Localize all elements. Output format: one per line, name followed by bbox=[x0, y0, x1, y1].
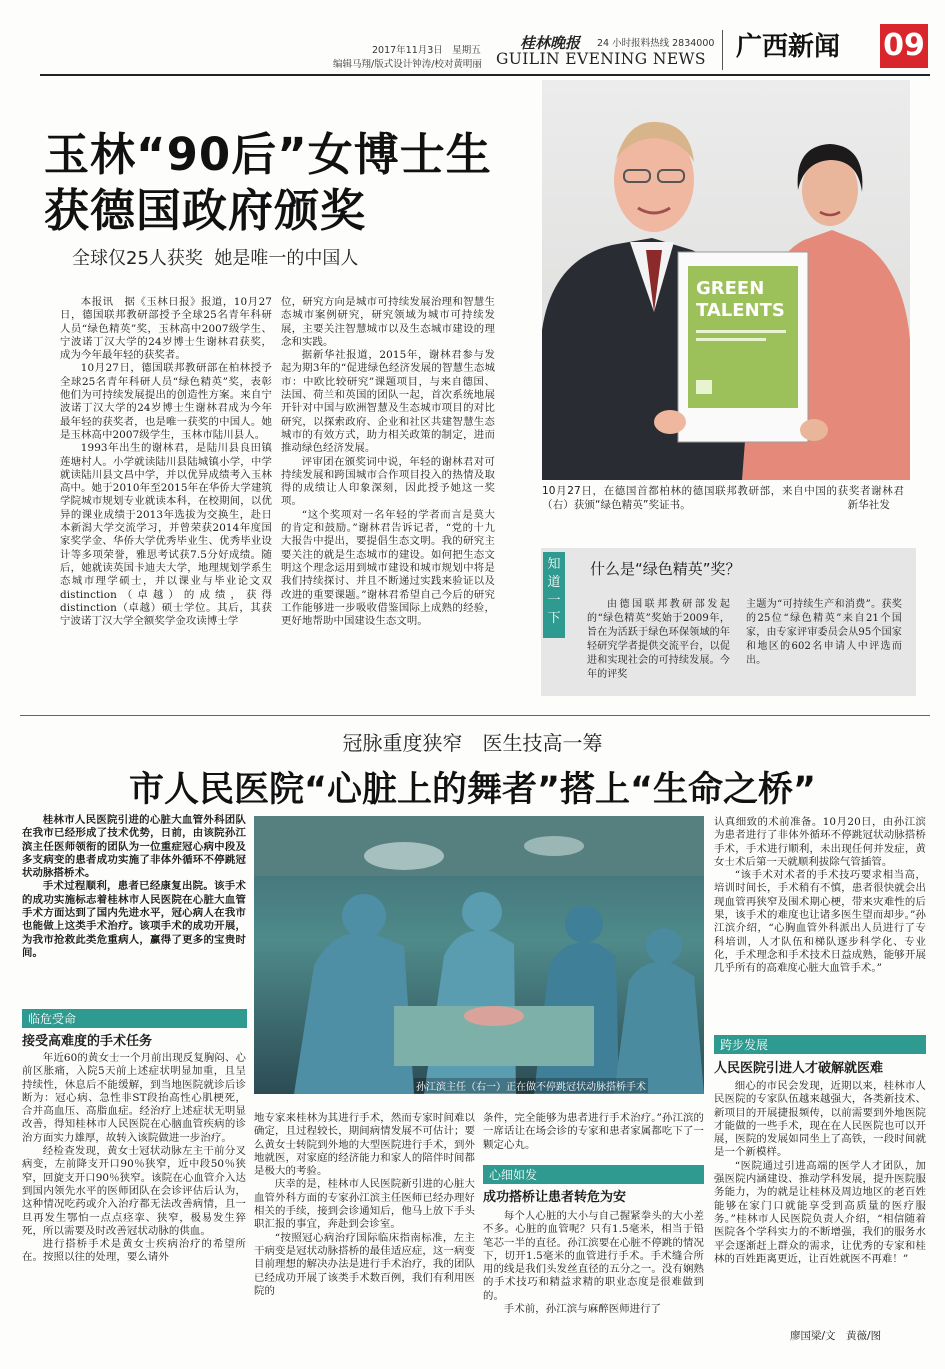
story1-paragraph: 本报讯 据《玉林日报》报道，10月27日，德国联邦教研部授予全球25名青年科研人员“绿色精英”奖，玉林高中2007级学生、宁波诺丁汉大学的24岁博士生谢林君获奖，成为今年最年轻的获奖者。 bbox=[60, 296, 272, 362]
paper-logo: 桂林晚报 bbox=[520, 34, 581, 52]
story2-headline: 市人民医院“心脏上的舞者”搭上“生命之桥” bbox=[128, 770, 816, 810]
page-number: 09 bbox=[880, 24, 928, 68]
story1-paragraph: 10月27日，德国联邦教研部在柏林授予全球25名青年科研人员“绿色精英”奖，表彰他们为可持续发展提出的创造性方案。来自宁波诺丁汉大学的24岁博士生谢林君成为今年最年轻的获奖者，也是唯一获奖的中国人。她是玉林高中2007级学生，玉林市陆川县人。 bbox=[60, 362, 272, 441]
story1-headline-line2: 获德国政府颁奖 bbox=[44, 184, 367, 237]
story1-paragraph: 1993年出生的谢林君，是陆川县良田镇莲塘村人。小学就读陆川县陆城镇小学，中学就读陆川县文昌中学，并以优异成绩考入玉林高中。她于2010年至2015年在华侨大学建筑学院城市规划专业就读本科，在校期间，以优异的课业成绩于2013年选拔为交换生，赴日本新潟大学交流学习，并曾荣获2014年度国家奖学金、华侨大学优秀毕业生、优秀毕业设计等多项荣誉，雅思考试获7.5分好成绩。随后，她就读英国卡迪夫大学，地理规划学系生态城市理学硕士，并以课业与毕业论文双distinction（卓越）的成绩，获得distinction（卓越）硕士学位。其后，其获宁波诺丁汉大学全额奖学金攻读博士学 bbox=[60, 442, 272, 628]
knowledge-box-paragraph: 主题为“可持续生产和消费”。获奖的25位“绿色精英”来自21个国家，由专家评审委员会从95个国家和地区的602名申请人中评选而出。 bbox=[746, 599, 902, 666]
story2-kicker: 冠脉重度狭窄 医生技高一筹 bbox=[342, 731, 603, 755]
section-1-column-2 bbox=[254, 1112, 475, 1298]
section-3-paragraph: “医院通过引进高端的医学人才团队，加强医院内涵建设、推动学科发展，提升医院服务能力，为的就是让桂林及周边地区的老百姓能够在家门口就能享受到高质量的医疗服务。”桂林市人民医院负责人介绍，“相信随着医院各个学科实力的不断增强，我们的服务水平会逐渐赶上群众的需求，让优秀的专家和桂林的百姓距离更近，让百姓就医不再难！” bbox=[714, 1159, 926, 1265]
knowledge-box-title: 什么是“绿色精英”奖？ bbox=[590, 560, 741, 578]
section-1-column-1 bbox=[22, 1052, 246, 1265]
section-2-paragraph: 手术前，孙江滨与麻醉医师进行了 bbox=[503, 1303, 662, 1316]
surgery-photo bbox=[254, 816, 704, 1094]
header-rule bbox=[40, 74, 930, 76]
section-name: 广西新闻 bbox=[736, 32, 841, 62]
surgery-photo-caption: 孙江滨主任（右一）正在做不停跳冠状动脉搭桥手术 bbox=[414, 1078, 648, 1093]
section-1-title: 接受高难度的手术任务 bbox=[22, 1034, 153, 1049]
section-1-paragraph: 年近60的黄女士一个月前出现反复胸闷、心前区胀痛，入院5天前上述症状明显加重，且呈持续性，休息后不能缓解，到当地医院就诊后诊断为：冠心病、急性非ST段抬高性心肌梗死，合并高血压、高脂血症。经治疗上述症状无明显改善，得知桂林市人民医院在心脑血管疾病的诊治方面实力雄厚，故转入该院做进一步治疗。 bbox=[22, 1052, 246, 1144]
story1-subtitle: 全球仅25人获奖 她是唯一的中国人 bbox=[72, 248, 359, 269]
story1-paragraph: 评审团在颁奖词中说，年轻的谢林君对可持续发展和跨国城市合作项目投入的热情及取得的成绩让人印象深刻，因此授予她这一奖项。 bbox=[281, 455, 495, 508]
issue-date: 2017年11月3日 星期五 bbox=[372, 45, 481, 56]
award-photo-caption bbox=[542, 484, 904, 512]
section-2-body bbox=[483, 1210, 704, 1316]
section-tag-1-label: 临危受命 bbox=[22, 1009, 247, 1028]
story1-paragraph: 位，研究方向是城市可持续发展治理和智慧生态城市案例研究，研究领域为城市可持续发展，主要关注智慧城市以及生态城市建设的理念和实践。 bbox=[281, 296, 495, 348]
story2-lead bbox=[22, 814, 246, 960]
section-tag-1 bbox=[22, 1008, 247, 1028]
section-3-body bbox=[714, 1080, 926, 1266]
editor-credits: 编辑马翔/版式设计钟涛/校对黄明丽 bbox=[333, 59, 482, 70]
story2-lead-paragraph: 桂林市人民医院引进的心脏大血管外科团队在我市已经形成了技术优势，日前，由该院孙江滨主任医师领衔的团队为一位重症冠心病中段及多支病变的患者成功实施了非体外循环不停跳冠状动脉搭桥术。 bbox=[22, 814, 246, 880]
paper-english-name: GUILIN EVENING NEWS bbox=[496, 50, 706, 68]
award-photo-caption-text: 10月27日，在德国首都柏林的德国联邦教研部，来自中国的获奖者谢林君（右）获颁“绿色精英”奖证书。 bbox=[542, 485, 904, 511]
story2-right-column bbox=[714, 816, 926, 976]
knowledge-box-label: 知道一下 bbox=[543, 552, 565, 638]
story1-column-2 bbox=[281, 296, 495, 628]
section-tag-2-label: 心细如发 bbox=[483, 1165, 704, 1184]
story2-right-paragraph: 认真细致的术前准备。10月20日，由孙江滨为患者进行了非体外循环不停跳冠状动脉搭桥手术，手术进行顺利，未出现任何并发症，黄女士术后第一天就顺利拔除气管插管。 bbox=[714, 816, 926, 868]
award-photo-illustration bbox=[542, 80, 910, 480]
knowledge-box-paragraph: 由德国联邦教研部发起的“绿色精英”奖始于2009年，旨在为活跃于绿色环保领域的年轻研究学者提供交流平台，以促进和实现社会的可持续发展。今年的评奖 bbox=[587, 599, 730, 680]
story1-paragraph: “这个奖项对一名年轻的学者而言是莫大的肯定和鼓励。”谢林君告诉记者，“党的十九大报告中提出，要提倡生态文明。我的研究主要关注的就是生态城市的建设。如何把生态文明这个理念运用到城市建设和城市规划中将是我们持续探讨、并且不断递过实践来验证以及改进的重要课题。”谢林君希望自己今后的研究工作能够进一步吸收借鉴国际上成熟的经验，更好地帮助中国建设生态文明。 bbox=[281, 508, 495, 628]
section-1-column-3 bbox=[483, 1112, 704, 1152]
knowledge-box-column-1 bbox=[587, 598, 730, 682]
hotline: 24 小时报料热线 2834000 bbox=[597, 38, 715, 49]
section-1-paragraph: 经检查发现，黄女士冠状动脉左主干前分叉病变，左前降支开口90％狭窄，近中段50％狭窄，回旋支开口90％狭窄。该院在心血管介入达到国内领先水平的医师团队在会诊评估后认为，这种情况吃药或介入治疗都无法改善病情，且一旦再发生鄂怕一点点痉挛、狭窄，极易发生猝死，所以需要及时改善冠状动脉的供血。 bbox=[22, 1145, 246, 1237]
section-1-paragraph: 进行搭桥手术是黄女士疾病治疗的希望所在。按照以往的处理，要么请外 bbox=[22, 1238, 246, 1264]
section-3-title: 人民医院引进人才破解就医难 bbox=[714, 1061, 884, 1076]
story-divider bbox=[20, 715, 930, 716]
section-1-paragraph: 地专家来桂林为其进行手术，然而专家时间难以确定，且过程较长，期间病情发展不可估计；要么黄女士转院到外地的大型医院进行手术，到外地就医，对家庭的经济能力和家人的陪伴时间都是极大的考验。 bbox=[254, 1112, 475, 1178]
header-divider bbox=[722, 30, 723, 70]
certificate-text-line2: TALENTS bbox=[696, 300, 785, 321]
award-photo bbox=[542, 80, 910, 480]
section-1-paragraph: 条件，完全能够为患者进行手术治疗。”孙江滨的一席话让在场会诊的专家和患者家属都吃下了一颗定心丸。 bbox=[483, 1112, 704, 1151]
story1-paragraph: 据新华社报道，2015年，谢林君参与发起为期3年的“促进绿色经济发展的智慧生态城市：中欧比较研究”课题项目，与来自德国、法国、荷兰和英国的团队一起，首次系统地展开针对中国与欧洲智慧及生态城市项目的对比研究，以探索政府、企业和社区共建智慧生态城市的有效方式，助力相关政策的制定，进而推动绿色经济发展。 bbox=[281, 349, 495, 455]
section-tag-3 bbox=[714, 1034, 926, 1054]
section-1-paragraph: 庆幸的是，桂林市人民医院新引进的心脏大血管外科方面的专家孙江滨主任医师已经办理好相关的手续，接到会诊通知后，他马上放下手头职汇报的事宜，奔赴到会诊室。 bbox=[254, 1178, 475, 1231]
section-2-paragraph: 每个人心脏的大小与自己握紧拳头的大小差不多。心脏的血管呢？只有1.5毫米，相当于铅笔芯一半的直径。孙江滨要在心脏不停跳的情况下，切开1.5毫米的血管进行手术。手术缝合所用的线是我们头发丝直径的五分之一。没有娴熟的手术技巧和精益求精的职业态度是很难做到的。 bbox=[483, 1210, 704, 1302]
story1-column-1 bbox=[60, 296, 272, 628]
story1-headline-line1: 玉林“90后”女博士生 bbox=[44, 128, 492, 181]
section-tag-3-label: 跨步发展 bbox=[714, 1035, 926, 1054]
surgery-photo-illustration bbox=[254, 816, 704, 1094]
knowledge-box-column-2 bbox=[746, 598, 902, 668]
section-1-paragraph: “按照冠心病治疗国际临床指南标准，左主干病变是冠状动脉搭桥的最佳适应症，这一病变目前理想的解决办法是进行手术治疗，我的团队已经成功开展了该类手术数百例，我们有利用医院的 bbox=[254, 1231, 475, 1297]
certificate-text-line1: GREEN bbox=[696, 278, 765, 299]
story2-lead-paragraph: 手术过程顺利，患者已经康复出院。该手术的成功实施标志着桂林市人民医院在心脏大血管手术方面达到了国内先进水平，冠心病人在我市也能做上这类手术治疗。该项手术的成功开展，为我市抢救此类危重病人，赢得了更多的宝贵时间。 bbox=[22, 880, 246, 959]
story2-byline: 廖国梁/文 黄薇/图 bbox=[790, 1330, 882, 1342]
award-photo-credit: 新华社发 bbox=[847, 499, 890, 511]
section-tag-2 bbox=[483, 1164, 704, 1184]
story2-right-paragraph: “该手术对术者的手术技巧要求相当高，培训时间长，手术稍有不慎，患者很快就会出现血管再狭窄及围术期心梗，带来灾难性的后果，该手术的难度也让诸多医生望而却步。”孙江滨介绍，“心胸血管外科派出人员进行了专科培训，人才队伍和梯队逐步科学化、专业化，手术理念和手术技术日益成熟，能够开展几乎所有的高难度心脏大血管手术。” bbox=[714, 869, 926, 975]
section-3-paragraph: 细心的市民会发现，近期以来，桂林市人民医院的专家队伍越来越强大，各类新技术、新项目的开展捷报频传，以前需要到外地医院才能做的一些手术，现在在人民医院也可以开展，医院的发展如同坐上了高铁，一段时间就是一个新模样。 bbox=[714, 1080, 926, 1159]
section-2-title: 成功搭桥让患者转危为安 bbox=[483, 1190, 627, 1205]
